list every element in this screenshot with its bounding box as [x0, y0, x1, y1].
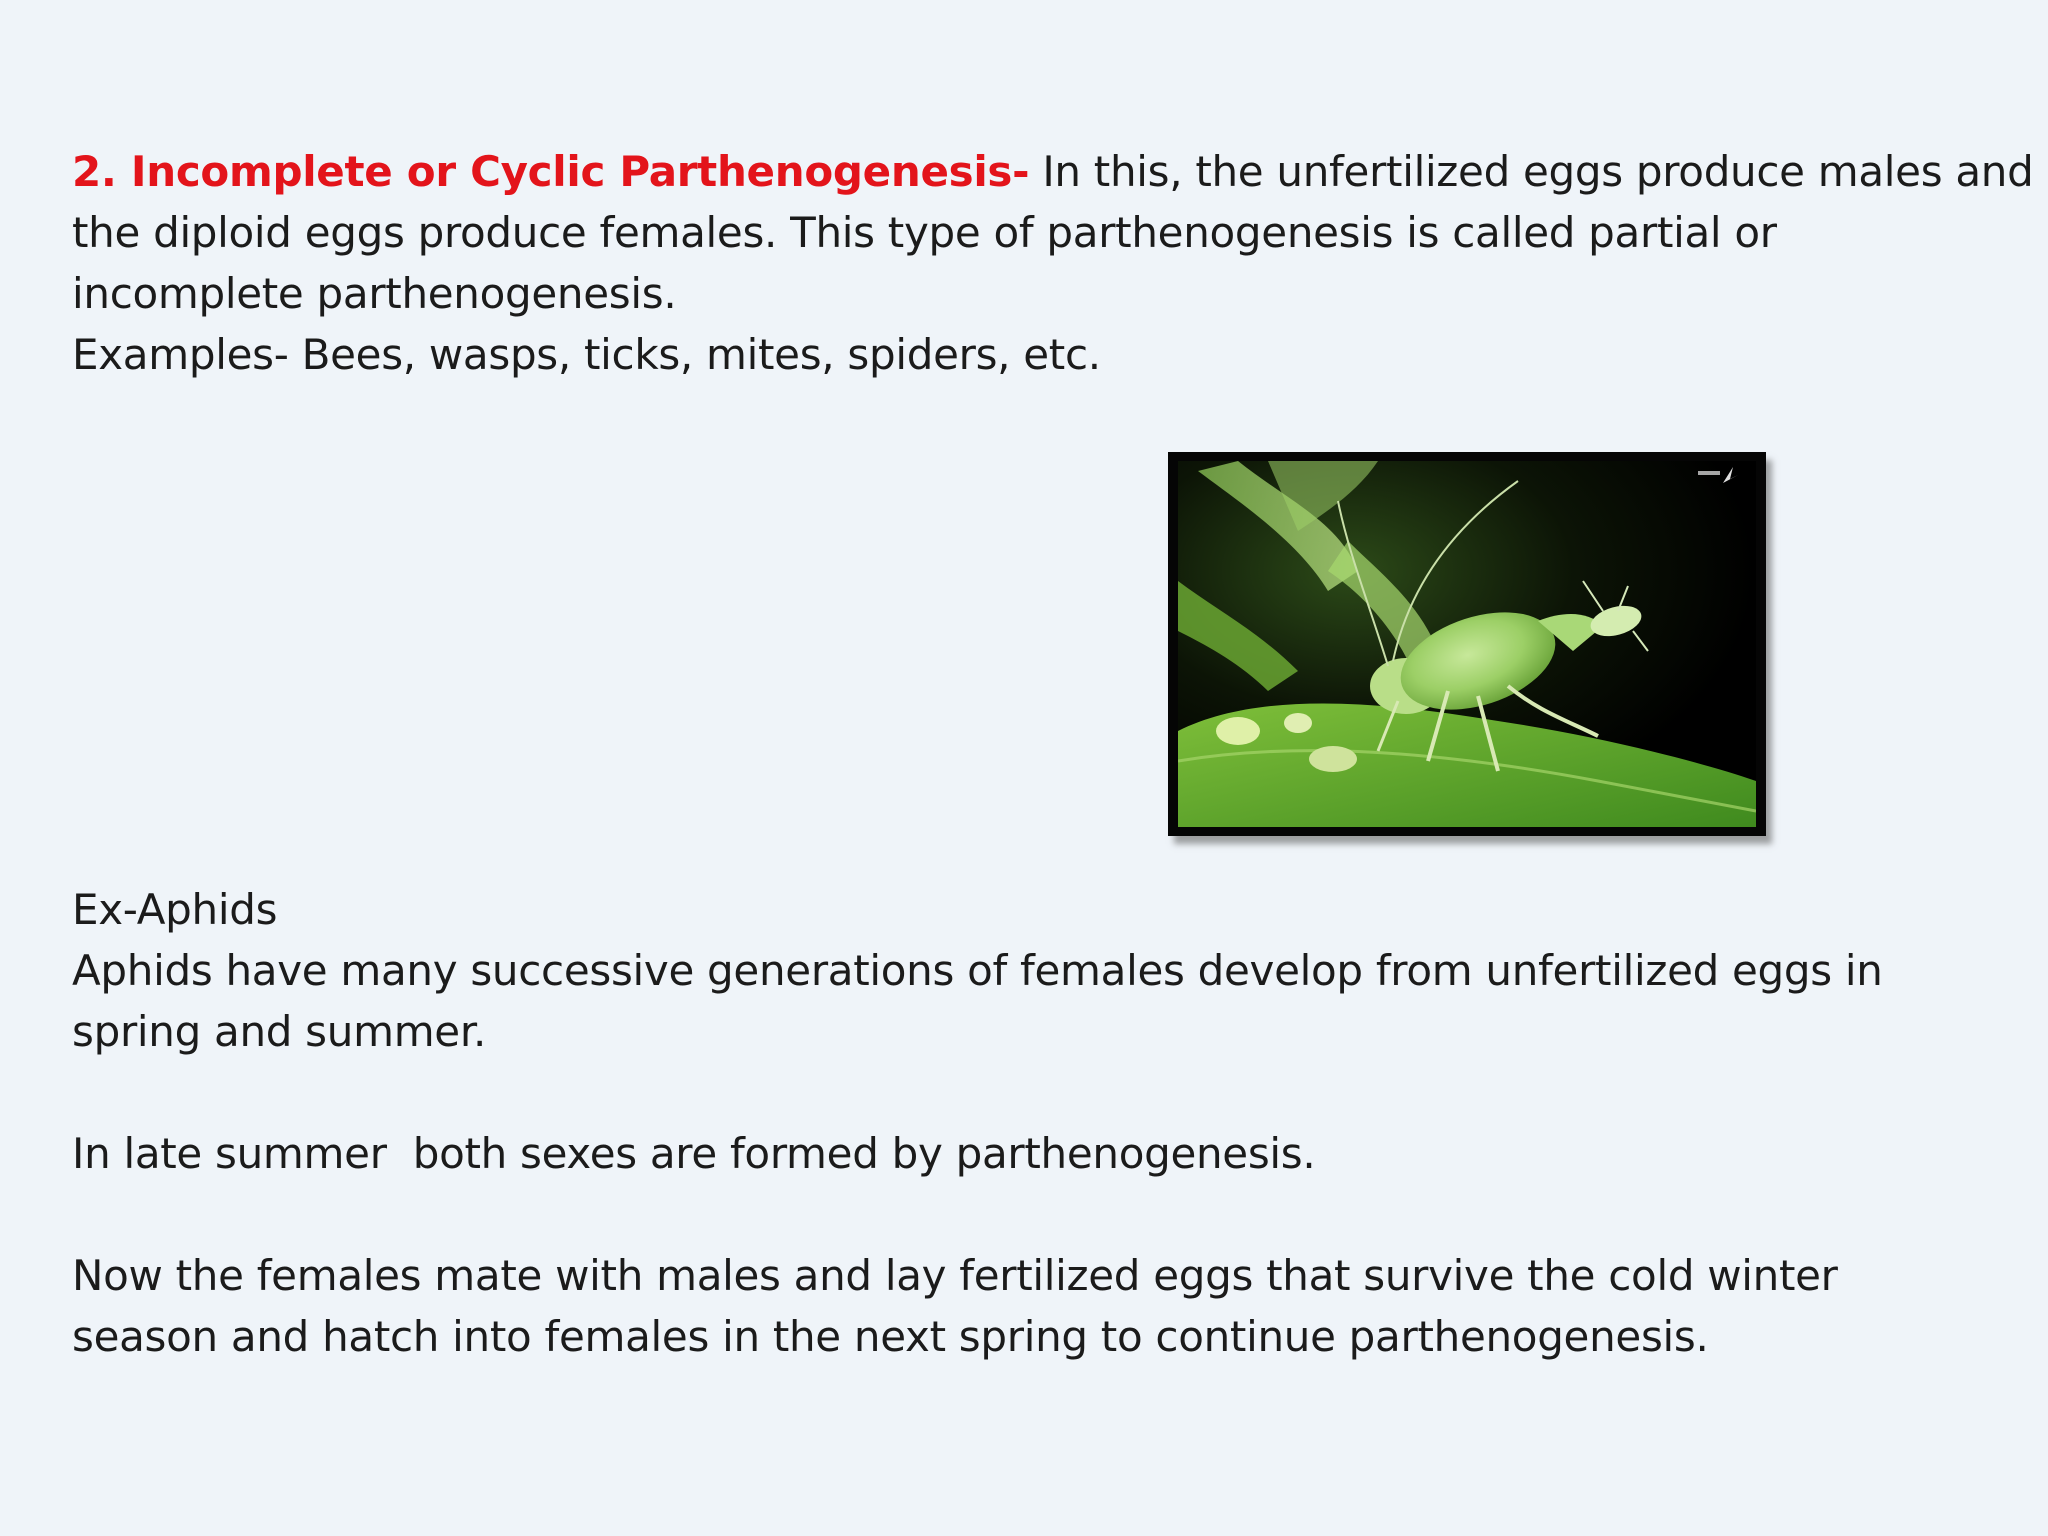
intro-text-1: In this, the unfertilized eggs produce males and: [1042, 147, 2034, 196]
spacer: [72, 1184, 1972, 1245]
section-heading: 2. Incomplete or Cyclic Parthenogenesis-: [72, 147, 1030, 196]
aphids-para1-line2: spring and summer.: [72, 1007, 487, 1056]
definition-block: [72, 141, 2034, 385]
examples-text: Examples- Bees, wasps, ticks, mites, spiders, etc.: [72, 330, 1101, 379]
aphids-para2: In late summer both sexes are formed by parthenogenesis.: [72, 1129, 1316, 1178]
aphids-para1-line1: Aphids have many successive generations of females develop from unfertilized eggs in: [72, 946, 1883, 995]
aphids-block: [72, 879, 1972, 1367]
aphid-photo: [1178, 461, 1756, 827]
aphid-photo-frame: [1168, 452, 1766, 836]
intro-text-3: incomplete parthenogenesis.: [72, 269, 677, 318]
aphids-para3-line1: Now the females mate with males and lay fertilized eggs that survive the cold winter: [72, 1251, 1838, 1300]
spacer: [72, 1062, 1972, 1123]
intro-text-2: the diploid eggs produce females. This type of parthenogenesis is called partial or: [72, 208, 1777, 257]
aphids-label: Ex-Aphids: [72, 885, 278, 934]
definition-line-1: [72, 141, 2034, 202]
aphids-para3-line2: season and hatch into females in the next spring to continue parthenogenesis.: [72, 1312, 1709, 1361]
